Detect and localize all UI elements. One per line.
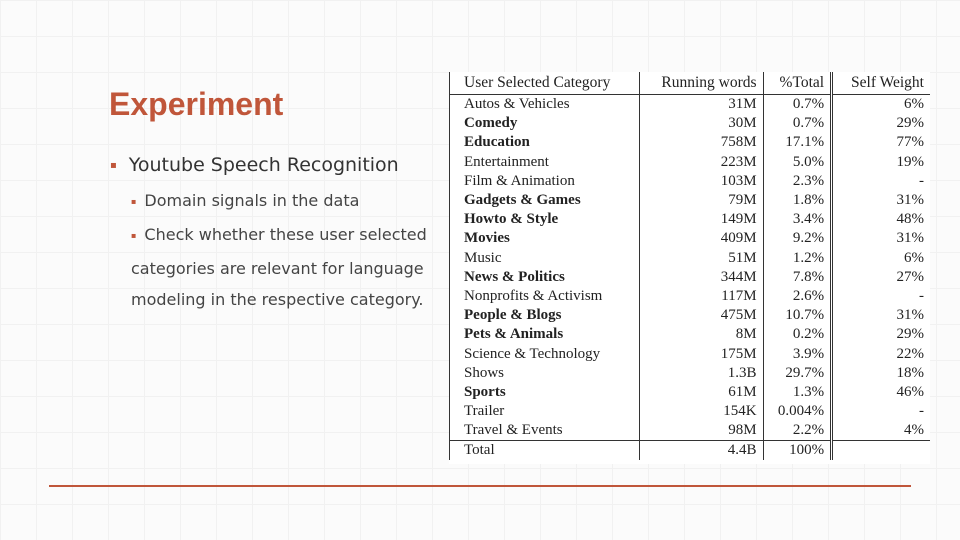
table-row bbox=[450, 191, 931, 210]
sub-bullet-marker-icon: ▪ bbox=[131, 231, 137, 240]
cell-percent-total: 0.2% bbox=[763, 325, 832, 344]
total-percent: 100% bbox=[763, 441, 832, 461]
cell-running-words: 98M bbox=[640, 421, 763, 441]
table-row bbox=[450, 210, 931, 229]
cell-category: Education bbox=[450, 133, 640, 152]
cell-running-words: 1.3B bbox=[640, 364, 763, 383]
cell-running-words: 409M bbox=[640, 229, 763, 248]
header-self-weight: Self Weight bbox=[832, 72, 930, 95]
cell-self-weight: 31% bbox=[832, 306, 930, 325]
header-percent-total: %Total bbox=[763, 72, 832, 95]
footer-divider bbox=[49, 485, 911, 487]
sub-bullet-item bbox=[131, 219, 450, 253]
sub-bullet-continuation: categories are relevant for language bbox=[131, 259, 424, 278]
cell-running-words: 30M bbox=[640, 114, 763, 133]
cell-self-weight: 22% bbox=[832, 344, 930, 363]
cell-running-words: 475M bbox=[640, 306, 763, 325]
cell-percent-total: 0.7% bbox=[763, 95, 832, 115]
cell-self-weight: - bbox=[832, 287, 930, 306]
table-row bbox=[450, 249, 931, 268]
cell-category: Autos & Vehicles bbox=[450, 95, 640, 115]
sub-bullet-item bbox=[131, 185, 450, 219]
cell-self-weight: 77% bbox=[832, 133, 930, 152]
table-row bbox=[450, 153, 931, 172]
bullet-text: Youtube Speech Recognition bbox=[128, 154, 399, 176]
cell-category: Film & Animation bbox=[450, 172, 640, 191]
total-words: 4.4B bbox=[640, 441, 763, 461]
cell-self-weight: 4% bbox=[832, 421, 930, 441]
cell-running-words: 79M bbox=[640, 191, 763, 210]
cell-percent-total: 1.8% bbox=[763, 191, 832, 210]
table-row bbox=[450, 344, 931, 363]
cell-self-weight: 6% bbox=[832, 95, 930, 115]
cell-percent-total: 3.4% bbox=[763, 210, 832, 229]
cell-percent-total: 2.6% bbox=[763, 287, 832, 306]
cell-percent-total: 1.3% bbox=[763, 383, 832, 402]
cell-running-words: 8M bbox=[640, 325, 763, 344]
cell-category: News & Politics bbox=[450, 268, 640, 287]
cell-running-words: 51M bbox=[640, 249, 763, 268]
category-table bbox=[449, 72, 930, 460]
table-total-row bbox=[450, 441, 931, 461]
slide-title: Experiment bbox=[109, 86, 284, 122]
cell-running-words: 154K bbox=[640, 402, 763, 421]
cell-running-words: 117M bbox=[640, 287, 763, 306]
cell-running-words: 223M bbox=[640, 153, 763, 172]
cell-self-weight: 18% bbox=[832, 364, 930, 383]
table-row bbox=[450, 172, 931, 191]
cell-percent-total: 1.2% bbox=[763, 249, 832, 268]
cell-running-words: 344M bbox=[640, 268, 763, 287]
cell-running-words: 103M bbox=[640, 172, 763, 191]
table-row bbox=[450, 268, 931, 287]
table-row bbox=[450, 383, 931, 402]
cell-percent-total: 29.7% bbox=[763, 364, 832, 383]
table-row bbox=[450, 133, 931, 152]
cell-category: Nonprofits & Activism bbox=[450, 287, 640, 306]
cell-self-weight: 27% bbox=[832, 268, 930, 287]
cell-self-weight: 46% bbox=[832, 383, 930, 402]
table-row bbox=[450, 325, 931, 344]
cell-self-weight: 29% bbox=[832, 114, 930, 133]
cell-category: Entertainment bbox=[450, 153, 640, 172]
cell-running-words: 175M bbox=[640, 344, 763, 363]
table-row bbox=[450, 421, 931, 441]
category-table-image bbox=[449, 72, 930, 464]
cell-category: People & Blogs bbox=[450, 306, 640, 325]
table-body bbox=[450, 95, 931, 441]
cell-running-words: 758M bbox=[640, 133, 763, 152]
total-label: Total bbox=[450, 441, 640, 461]
cell-category: Trailer bbox=[450, 402, 640, 421]
cell-category: Comedy bbox=[450, 114, 640, 133]
cell-self-weight: 31% bbox=[832, 191, 930, 210]
cell-category: Pets & Animals bbox=[450, 325, 640, 344]
cell-percent-total: 2.2% bbox=[763, 421, 832, 441]
cell-category: Travel & Events bbox=[450, 421, 640, 441]
sub-bullet-continuation: modeling in the respective category. bbox=[131, 290, 424, 309]
cell-self-weight: 48% bbox=[832, 210, 930, 229]
cell-percent-total: 0.7% bbox=[763, 114, 832, 133]
cell-category: Science & Technology bbox=[450, 344, 640, 363]
cell-percent-total: 0.004% bbox=[763, 402, 832, 421]
cell-running-words: 149M bbox=[640, 210, 763, 229]
cell-self-weight: - bbox=[832, 172, 930, 191]
cell-percent-total: 3.9% bbox=[763, 344, 832, 363]
cell-percent-total: 7.8% bbox=[763, 268, 832, 287]
cell-category: Movies bbox=[450, 229, 640, 248]
cell-percent-total: 9.2% bbox=[763, 229, 832, 248]
cell-self-weight: 29% bbox=[832, 325, 930, 344]
cell-percent-total: 5.0% bbox=[763, 153, 832, 172]
table-row bbox=[450, 229, 931, 248]
bullet-list bbox=[110, 154, 450, 315]
cell-self-weight: 19% bbox=[832, 153, 930, 172]
table-row bbox=[450, 287, 931, 306]
cell-category: Howto & Style bbox=[450, 210, 640, 229]
cell-percent-total: 10.7% bbox=[763, 306, 832, 325]
cell-self-weight: 6% bbox=[832, 249, 930, 268]
header-category: User Selected Category bbox=[450, 72, 640, 95]
table-row bbox=[450, 306, 931, 325]
cell-category: Shows bbox=[450, 364, 640, 383]
cell-category: Gadgets & Games bbox=[450, 191, 640, 210]
bullet-marker-icon: ▪ bbox=[110, 159, 117, 171]
total-weight bbox=[832, 441, 930, 461]
cell-self-weight: 31% bbox=[832, 229, 930, 248]
cell-category: Music bbox=[450, 249, 640, 268]
sub-bullet-text: Domain signals in the data bbox=[144, 191, 360, 210]
cell-self-weight: - bbox=[832, 402, 930, 421]
cell-running-words: 61M bbox=[640, 383, 763, 402]
table-header-row bbox=[450, 72, 931, 95]
cell-percent-total: 17.1% bbox=[763, 133, 832, 152]
sub-bullet-marker-icon: ▪ bbox=[131, 197, 137, 206]
header-running-words: Running words bbox=[640, 72, 763, 95]
table-row bbox=[450, 95, 931, 115]
table-row bbox=[450, 364, 931, 383]
sub-bullet-text: Check whether these user selected bbox=[144, 225, 427, 244]
cell-percent-total: 2.3% bbox=[763, 172, 832, 191]
table-row bbox=[450, 114, 931, 133]
cell-category: Sports bbox=[450, 383, 640, 402]
bullet-item bbox=[110, 154, 450, 176]
cell-running-words: 31M bbox=[640, 95, 763, 115]
table-row bbox=[450, 402, 931, 421]
